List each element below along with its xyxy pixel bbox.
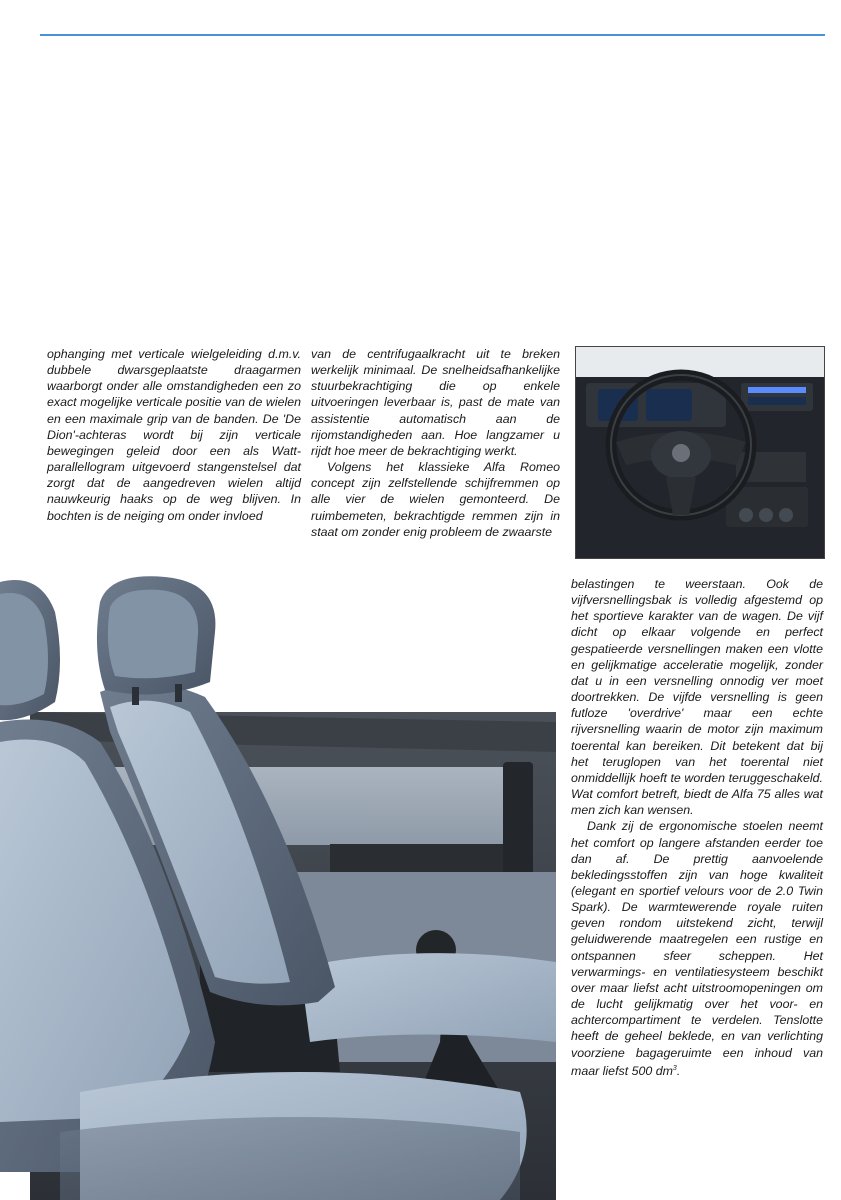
paragraph <box>571 818 823 1079</box>
dashboard-photo <box>575 346 825 559</box>
paragraph-end: . <box>676 1063 681 1078</box>
text-column-3 <box>571 576 823 1079</box>
text-column-2 <box>311 346 560 540</box>
paragraph: ophanging met verticale wielgeleiding d.m.v. dubbele dwarsgeplaatste draagarmen waarborgt onder alle omstandigheden een zo exact mogelijke verticale positie van de wielen en een maximale grip van de banden. De 'De Dion'-achteras wordt bij zijn verticale bewegingen geleid door een als Watt-parallellogram uitgevoerd stangenstelsel dat zorgt dat de aangedreven wielen altijd nauwkeurig haaks op de weg blijven. In bochten is de neiging om onder invloed <box>47 347 301 523</box>
paragraph: belastingen te weerstaan. Ook de vijfversnellingsbak is volledig afgestemd op het sportieve karakter van de wagen. De vijf dicht op elkaar volgende en perfect gespatieerde versnellingen maken een vlotte en gelijkmatige acceleratie mogelijk, zonder dat u in een versnelling onnodig ver moet doortrekken. De vijfde versnelling is geen futloze 'overdrive' maar een echte rijversnelling waarin de motor zijn maximum toerental kan bereiken. Dit betekent dat bij het teruglopen van het toerental niet onmiddellijk hoeft te worden teruggeschakeld. Wat comfort betreft, biedt de Alfa 75 alles wat men zich kan wensen. <box>571 577 823 818</box>
superscript: 3 <box>672 1064 677 1072</box>
text-column-1 <box>47 346 301 524</box>
paragraph: Volgens het klassieke Alfa Romeo concept zijn zelfstellende schijfremmen op alle vier de wielen gemonteerd. De ruimbemeten, bekrachtigde remmen zijn in staat om zonder enig probleem de zwaarste <box>311 460 560 539</box>
seats-photo <box>0 572 556 1200</box>
paragraph: van de centrifugaalkracht uit te breken werkelijk minimaal. De snelheidsafhankelijke stuurbekrachtiging die op enkele uitvoeringen leverbaar is, past de mate van assistentie automatisch aan de rijomstandigheden aan. Hoe langzamer u rijdt hoe meer de bekrachtiging werkt. <box>311 347 560 458</box>
paragraph-text: Dank zij de ergonomische stoelen neemt het comfort op langere afstanden eerder toe dan af. De prettig aanvoelende bekledingsstoffen zijn van hoge kwaliteit (elegant en sportief velours voor de 2.0 Twin Spark). De warmtewerende royale ruiten geven rondom uitstekend zicht, terwijl geluidwerende maatregelen een rustige en ontspannen sfeer scheppen. Het verwarmings- en ventilatiesysteem beschikt over maar liefst acht uitstroomopeningen om de lucht gelijkmatig over het voor- en achtercompartiment te verdelen. Tenslotte heeft de geheel beklede, en van verlichting voorziene bagageruimte een inhoud van maar liefst 500 dm <box>571 819 823 1078</box>
top-rule <box>40 34 825 36</box>
